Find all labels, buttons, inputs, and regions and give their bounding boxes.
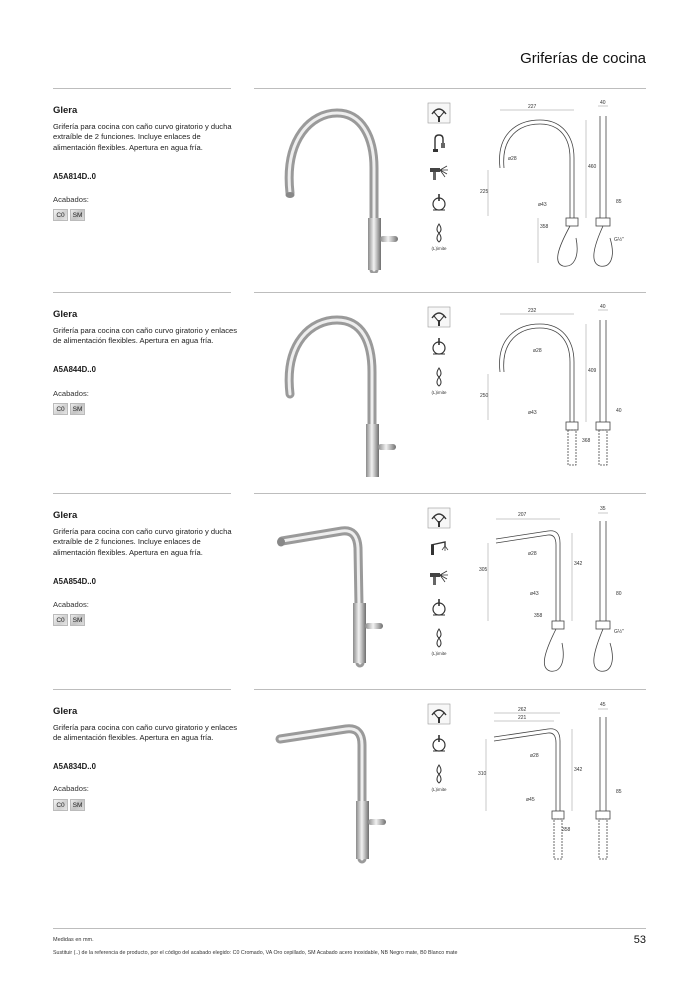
dimension-label: ø45 (526, 797, 535, 803)
product-description: Grifería para cocina con caño curvo giratorio y ducha extraíble de 2 funciones. Incluye enlaces de alimentación flexibles. Apertura en agua fría. (53, 122, 232, 152)
product-code: A5A854D..0 (53, 577, 96, 586)
dimension-label: G½" (614, 629, 624, 635)
dimension-label: G½" (614, 237, 624, 243)
dimension-label: 342 (574, 767, 583, 773)
finishes-label: Acabados: (53, 600, 89, 609)
finish-swatch-c0: C0 (53, 403, 68, 415)
product-description: Grifería para cocina con caño curvo giratorio y enlaces de alimentación flexibles. Apertura en agua fría. (53, 326, 238, 346)
technical-drawing (478, 503, 646, 678)
dimension-label: 310 (478, 771, 487, 777)
dimension-label: ø28 (530, 753, 539, 759)
dimension-label: 262 (518, 707, 527, 713)
faucet-photo (262, 302, 412, 477)
dimension-label: 358 (534, 613, 543, 619)
faucet-photo (262, 503, 412, 678)
dimension-label: 342 (574, 561, 583, 567)
limit-label: (L)imite (431, 651, 447, 656)
finish-swatch-sm: SM (70, 614, 85, 626)
footer-finish-note: Sustituir (..) de la referencia de producto, por el código del acabado elegido: C0 Cromado, VA Oro cepillado, SM Acabado acero inoxidable, NB Negro mate, B0 Blanco mate (53, 950, 458, 956)
finish-swatches (53, 614, 85, 626)
dimension-label: 85 (616, 789, 622, 795)
water-saving-icon (427, 627, 451, 649)
swivel-spout-icon (427, 703, 451, 725)
swivel-spout-icon (427, 507, 451, 529)
divider (254, 689, 646, 690)
dimension-label: 368 (582, 438, 591, 444)
pull-out-shower-icon (427, 132, 451, 154)
dimension-label: 409 (588, 368, 597, 374)
dimension-label: 460 (588, 164, 597, 170)
dimension-label: 85 (616, 199, 622, 205)
water-saving-icon (427, 366, 451, 388)
water-saving-icon (427, 763, 451, 785)
temperature-limiter-icon (427, 192, 451, 214)
finish-swatches (53, 403, 85, 415)
finishes-label: Acabados: (53, 195, 89, 204)
dimension-label: ø28 (533, 348, 542, 354)
finish-swatch-c0: C0 (53, 799, 68, 811)
divider (53, 493, 231, 494)
product-name: Glera (53, 105, 78, 116)
dimension-label: 207 (518, 512, 527, 518)
temperature-limiter-icon (427, 597, 451, 619)
dimension-label: 40 (600, 100, 606, 106)
limit-label: (L)imite (431, 787, 447, 792)
dimension-label: ø43 (538, 202, 547, 208)
finish-swatch-c0: C0 (53, 614, 68, 626)
two-function-spray-icon (427, 567, 451, 589)
dimension-label: ø28 (528, 551, 537, 557)
dimension-label: 221 (518, 715, 527, 721)
temperature-limiter-icon (427, 733, 451, 755)
feature-icons (427, 507, 457, 656)
footer-units-note: Medidas en mm. (53, 937, 94, 943)
dimension-label: 358 (540, 224, 549, 230)
dimension-label: ø43 (528, 410, 537, 416)
water-saving-icon (427, 222, 451, 244)
dimension-label: 358 (562, 827, 571, 833)
dimension-label: ø28 (508, 156, 517, 162)
feature-icons (427, 703, 457, 792)
technical-drawing (478, 98, 646, 273)
finish-swatch-sm: SM (70, 799, 85, 811)
two-function-spray-icon (427, 162, 451, 184)
product-code: A5A814D..0 (53, 172, 96, 181)
product-name: Glera (53, 309, 78, 320)
dimension-label: 250 (480, 393, 489, 399)
swivel-spout-icon (427, 306, 451, 328)
dimension-label: 232 (528, 308, 537, 314)
divider (53, 292, 231, 293)
divider (53, 88, 231, 89)
finish-swatch-sm: SM (70, 209, 85, 221)
dimension-label: 45 (600, 702, 606, 708)
dimension-label: 40 (600, 304, 606, 310)
limit-label: (L)imite (431, 390, 447, 395)
limit-label: (L)imite (431, 246, 447, 251)
faucet-photo (262, 699, 412, 874)
faucet-photo (262, 98, 412, 273)
dimension-label: ø43 (530, 591, 539, 597)
swivel-spout-icon (427, 102, 451, 124)
product-description: Grifería para cocina con caño curvo giratorio y enlaces de alimentación flexibles. Apertura en agua fría. (53, 723, 238, 743)
dimension-label: 80 (616, 591, 622, 597)
technical-drawing (478, 302, 646, 477)
divider (254, 88, 646, 89)
pull-out-shower-icon (427, 537, 451, 559)
footer-divider (53, 928, 646, 929)
finishes-label: Acabados: (53, 784, 89, 793)
product-code: A5A834D..0 (53, 762, 96, 771)
product-name: Glera (53, 510, 78, 521)
finish-swatches (53, 799, 85, 811)
finishes-label: Acabados: (53, 389, 89, 398)
feature-icons (427, 306, 457, 395)
page-title: Griferías de cocina (520, 50, 646, 67)
finish-swatch-c0: C0 (53, 209, 68, 221)
product-description: Grifería para cocina con caño curvo giratorio y ducha extraíble de 2 funciones. Incluye enlaces de alimentación flexibles. Apertura en agua fría. (53, 527, 232, 557)
divider (53, 689, 231, 690)
technical-drawing (478, 699, 646, 874)
divider (254, 292, 646, 293)
finish-swatches (53, 209, 85, 221)
product-code: A5A844D..0 (53, 365, 96, 374)
dimension-label: 305 (479, 567, 488, 573)
product-name: Glera (53, 706, 78, 717)
feature-icons (427, 102, 457, 251)
dimension-label: 225 (480, 189, 489, 195)
page-number: 53 (633, 934, 646, 946)
finish-swatch-sm: SM (70, 403, 85, 415)
divider (254, 493, 646, 494)
dimension-label: 40 (616, 408, 622, 414)
dimension-label: 227 (528, 104, 537, 110)
dimension-label: 35 (600, 506, 606, 512)
temperature-limiter-icon (427, 336, 451, 358)
